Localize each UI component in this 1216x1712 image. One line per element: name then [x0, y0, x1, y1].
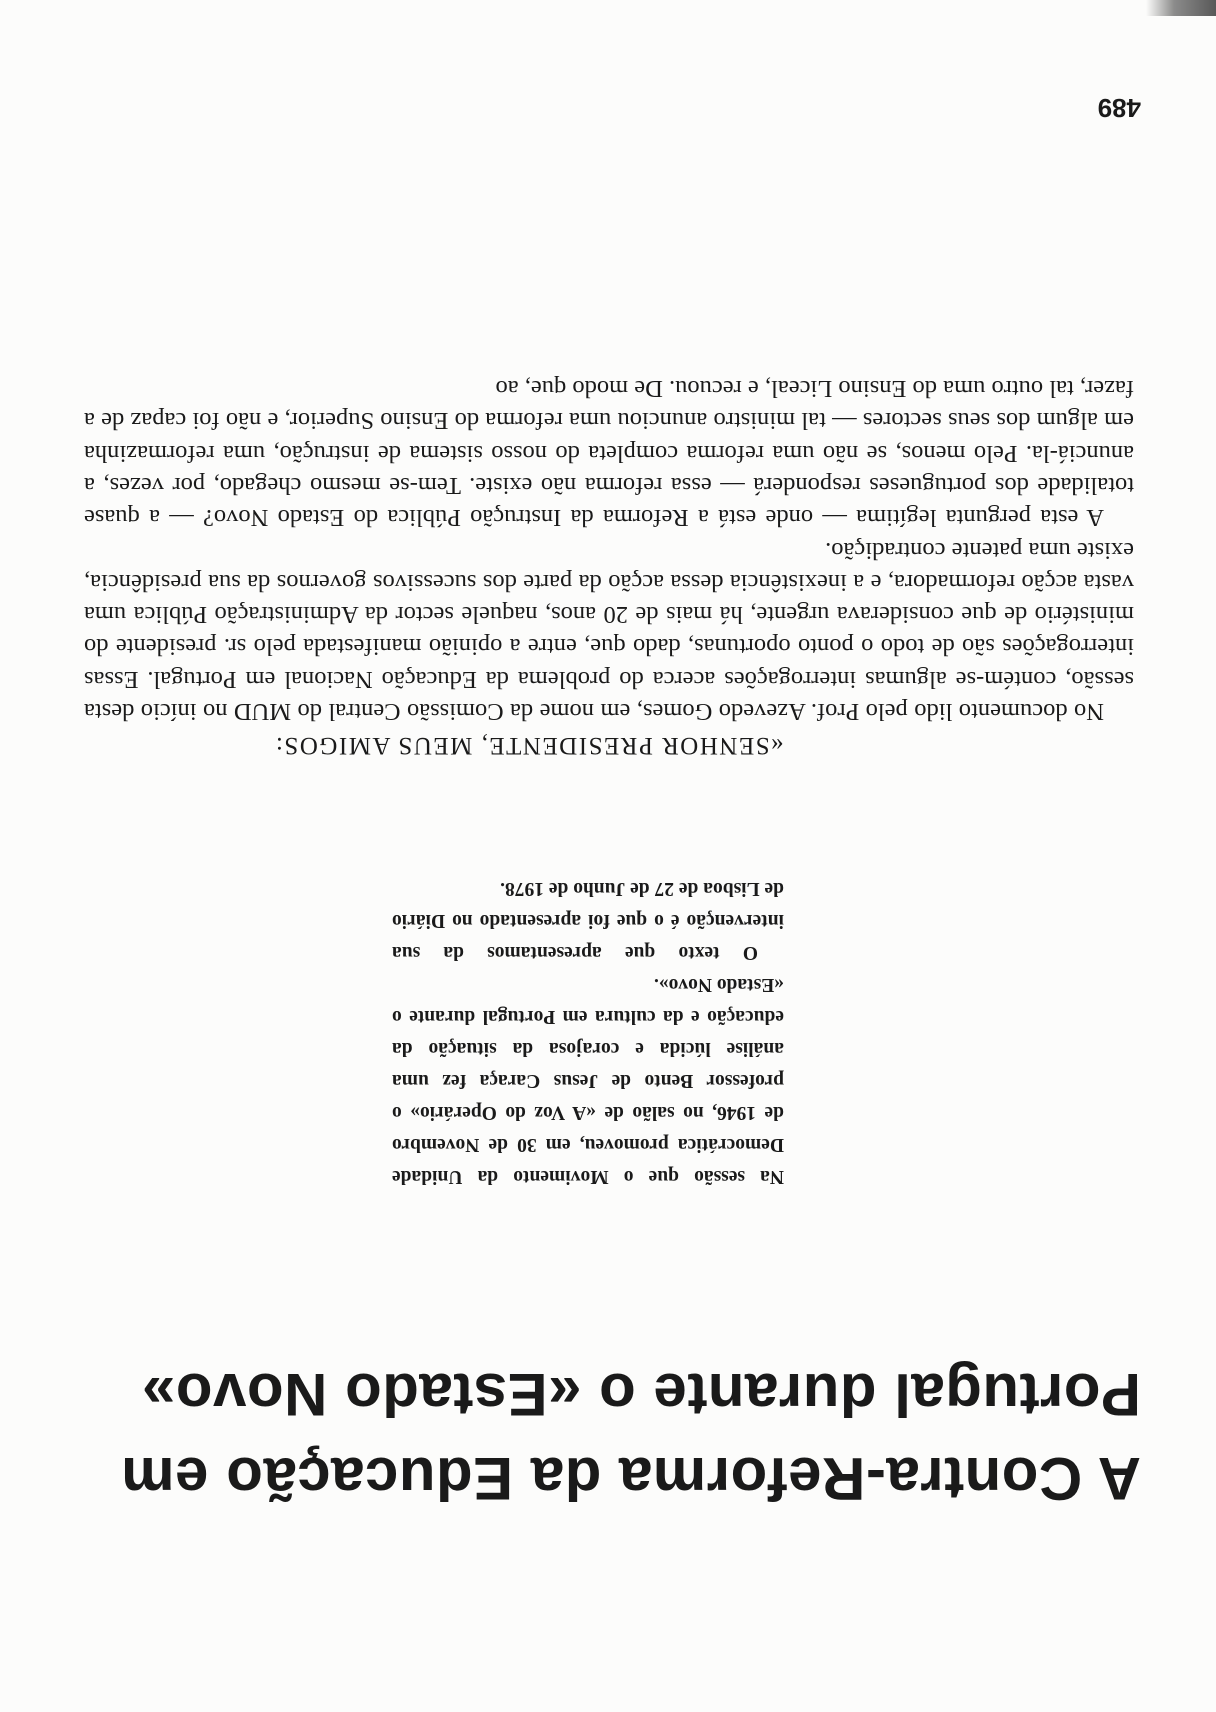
body-paragraph: A esta pergunta legítima — onde está a Reforma da Instrução Pública do Estado Novo? — a quase totalidade dos portugueses responderá — essa reforma não existe. Tem-se mesmo chegado, por vezes, a anunciá-la. Pelo menos, se não uma reforma completa do nosso sistema de instrução, uma reformazinha em algum dos seus sectores — tal ministro anunciou uma reforma do Ensino Superior, e não foi capaz de a fazer, tal outro uma do Ensino Liceal, e recuou. De modo que, ao [84, 375, 1134, 532]
scan-artifact [1146, 0, 1216, 16]
intro-box [392, 872, 784, 1192]
intro-paragraph: Na sessão que o Movimento da Unidade Democrática promoveu, em 30 de Novembro de 1946, no salão de «A Voz do Operário» o professor Bento de Jesus Caraça fez uma análise lúcida e corajosa da situação da educação e da cultura em Portugal durante o «Estado Novo». [392, 974, 784, 1187]
salutation: «SENHOR PRESIDENTE, MEUS AMIGOS: [274, 732, 784, 759]
page-number: 489 [1097, 93, 1141, 123]
body-paragraph: No documento lido pelo Prof. Azevedo Gomes, em nome da Comissão Central do MUD no início desta sessão, contém-se algumas interrogações acerca do problema da Educação Nacional em Portugal. Essas interrogações são de todo o ponto oportunas, dado que, entre a opinião manifestada pelo sr. presidente do ministério de que considerava urgente, há mais de 20 anos, naquele sector da Administração Pública uma vasta acção reformadora, e a inexistência dessa acção da parte dos sucessivos governos da sua presidência, existe uma patente contradição. [84, 536, 1134, 725]
article-title: A Contra-Reforma da Educação em Portugal durante o «Estado Novo» [120, 1361, 1141, 1512]
article-body [84, 372, 1134, 727]
intro-paragraph: O texto que apresentamos da sua intervenção é o que foi apresentado no Diário de Lisboa de 27 de Junho de 1978. [392, 878, 784, 963]
